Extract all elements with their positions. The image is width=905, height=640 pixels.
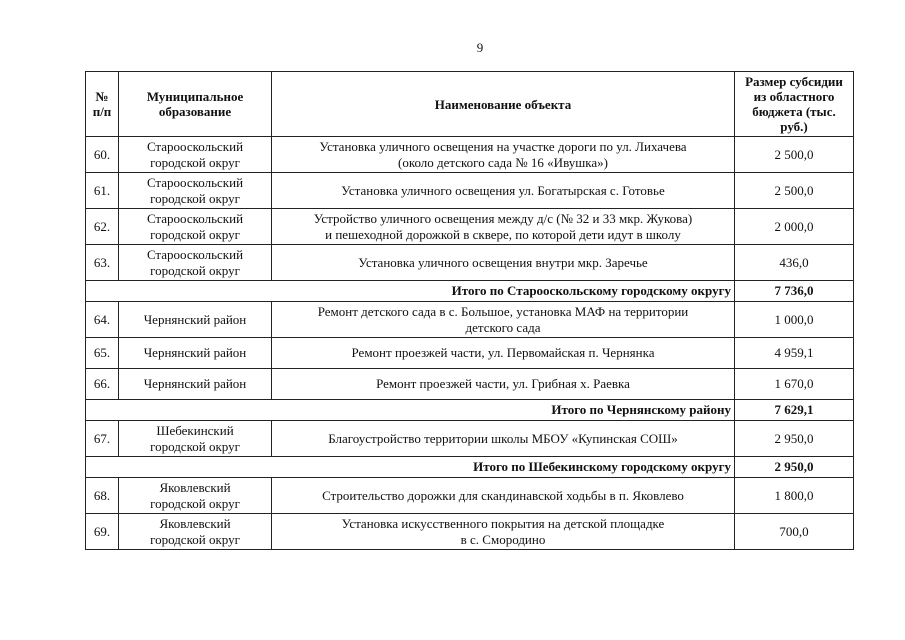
- table-row: [86, 369, 854, 400]
- header-municipality: Муниципальное образование: [119, 72, 272, 137]
- municipality-line: Чернянский район: [143, 311, 247, 327]
- total-row: [86, 400, 854, 421]
- row-number: 61.: [86, 173, 119, 209]
- municipality-line: городской округ: [150, 154, 240, 170]
- row-object: [272, 245, 735, 281]
- row-municipality: [119, 421, 272, 457]
- object-line: Ремонт проезжей части, ул. Грибная х. Раевка: [376, 376, 630, 391]
- object-line: Установка уличного освещения внутри мкр. Заречье: [358, 254, 648, 270]
- row-object: [272, 338, 735, 369]
- object-line: (около детского сада № 16 «Ивушка»): [397, 154, 608, 170]
- page-number: 9: [476, 40, 484, 55]
- total-label: Итого по Старооскольскому городскому округу: [86, 281, 735, 302]
- object-line: Строительство дорожки для скандинавской ходьбы в п. Яковлево: [322, 487, 684, 503]
- municipality-line: городской округ: [150, 226, 240, 242]
- municipality-line: Старооскольский: [146, 246, 244, 262]
- row-amount: 436,0: [735, 245, 854, 281]
- object-line: в с. Смородино: [460, 531, 546, 547]
- row-amount: 1 670,0: [735, 369, 854, 400]
- row-amount: 2 500,0: [735, 137, 854, 173]
- row-object: [272, 137, 735, 173]
- row-object: [272, 514, 735, 550]
- object-line: Установка искусственного покрытия на детской площадке: [341, 515, 665, 531]
- table-row: [86, 302, 854, 338]
- table-row: [86, 514, 854, 550]
- row-number: 67.: [86, 421, 119, 457]
- total-row: [86, 281, 854, 302]
- table-row: [86, 137, 854, 173]
- row-number: 66.: [86, 369, 119, 400]
- total-amount: 7 736,0: [735, 281, 854, 302]
- row-number: 62.: [86, 209, 119, 245]
- row-amount: 1 000,0: [735, 302, 854, 338]
- row-municipality: [119, 209, 272, 245]
- table-row: [86, 209, 854, 245]
- header-object: Наименование объекта: [272, 72, 735, 137]
- row-number: 69.: [86, 514, 119, 550]
- municipality-line: Чернянский район: [143, 345, 247, 360]
- subsidy-table: [85, 71, 854, 550]
- object-line: Благоустройство территории школы МБОУ «Купинская СОШ»: [328, 430, 678, 446]
- municipality-line: городской округ: [150, 531, 240, 547]
- table-row: [86, 173, 854, 209]
- object-line: Установка уличного освещения ул. Богатырская с. Готовье: [341, 182, 665, 198]
- object-line: Установка уличного освещения на участке дороги по ул. Лихачева: [319, 138, 687, 154]
- table-body: [86, 137, 854, 550]
- table-row: [86, 421, 854, 457]
- municipality-line: Шебекинский: [156, 422, 234, 438]
- row-municipality: [119, 302, 272, 338]
- row-amount: 1 800,0: [735, 478, 854, 514]
- row-number: 60.: [86, 137, 119, 173]
- row-object: [272, 209, 735, 245]
- municipality-line: городской округ: [150, 190, 240, 206]
- object-line: детского сада: [465, 319, 541, 335]
- row-object: [272, 478, 735, 514]
- row-municipality: [119, 245, 272, 281]
- table-row: [86, 245, 854, 281]
- row-municipality: [119, 137, 272, 173]
- header-num: № п/п: [86, 72, 119, 137]
- municipality-line: Яковлевский: [159, 479, 231, 495]
- row-number: 63.: [86, 245, 119, 281]
- row-object: [272, 302, 735, 338]
- object-line: Ремонт проезжей части, ул. Первомайская п. Чернянка: [351, 345, 655, 360]
- total-amount: 7 629,1: [735, 400, 854, 421]
- row-object: [272, 173, 735, 209]
- row-number: 64.: [86, 302, 119, 338]
- total-label: Итого по Чернянскому району: [86, 400, 735, 421]
- municipality-line: Чернянский район: [143, 376, 247, 391]
- municipality-line: Яковлевский: [159, 515, 231, 531]
- total-row: [86, 457, 854, 478]
- object-line: и пешеходной дорожкой в сквере, по которой дети идут в школу: [325, 226, 681, 242]
- row-number: 68.: [86, 478, 119, 514]
- municipality-line: Старооскольский: [146, 210, 244, 226]
- row-municipality: [119, 338, 272, 369]
- header-row: [86, 72, 854, 137]
- municipality-line: Старооскольский: [146, 174, 244, 190]
- row-amount: 2 500,0: [735, 173, 854, 209]
- table-header: [86, 72, 854, 137]
- total-label: Итого по Шебекинскому городскому округу: [86, 457, 735, 478]
- total-amount: 2 950,0: [735, 457, 854, 478]
- row-number: 65.: [86, 338, 119, 369]
- row-municipality: [119, 173, 272, 209]
- municipality-line: городской округ: [150, 262, 240, 278]
- municipality-line: городской округ: [150, 438, 240, 454]
- row-municipality: [119, 369, 272, 400]
- row-amount: 700,0: [735, 514, 854, 550]
- object-line: Устройство уличного освещения между д/с (№ 32 и 33 мкр. Жукова): [313, 210, 693, 226]
- row-amount: 4 959,1: [735, 338, 854, 369]
- object-line: Ремонт детского сада в с. Большое, установка МАФ на территории: [317, 303, 689, 319]
- municipality-line: городской округ: [150, 495, 240, 511]
- row-municipality: [119, 514, 272, 550]
- row-amount: 2 950,0: [735, 421, 854, 457]
- row-object: [272, 421, 735, 457]
- table-row: [86, 338, 854, 369]
- municipality-line: Старооскольский: [146, 138, 244, 154]
- table-row: [86, 478, 854, 514]
- row-municipality: [119, 478, 272, 514]
- row-object: [272, 369, 735, 400]
- row-amount: 2 000,0: [735, 209, 854, 245]
- header-amount: Размер субсидии из областного бюджета (тыс. руб.): [735, 72, 854, 137]
